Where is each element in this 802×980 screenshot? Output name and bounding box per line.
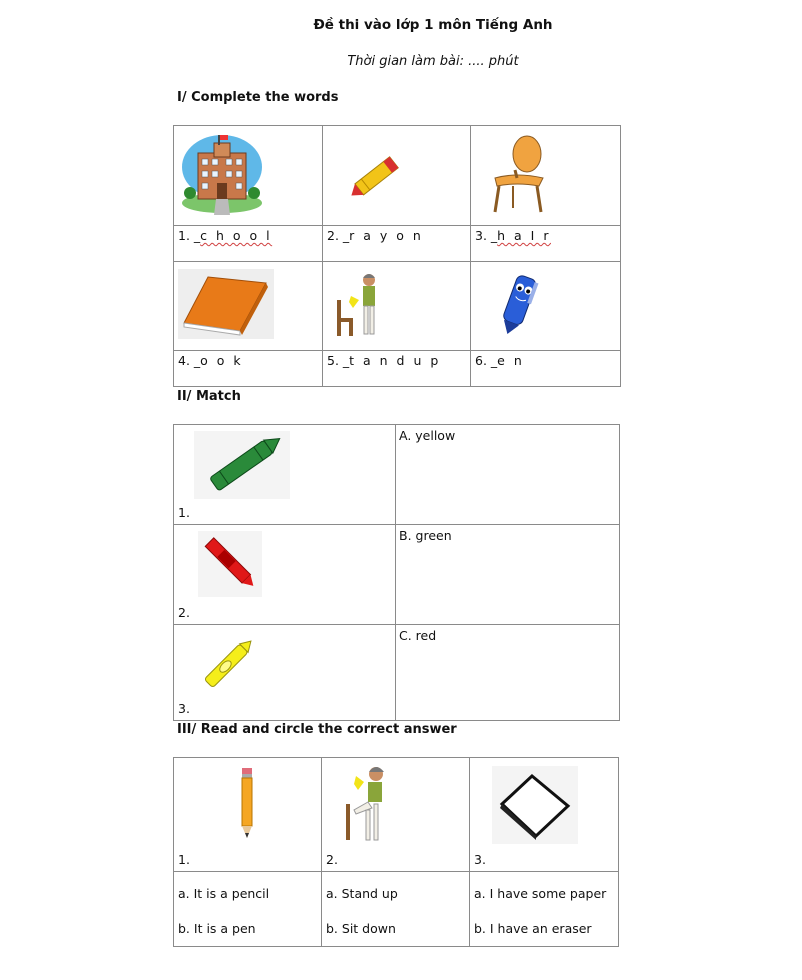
read-circle-table bbox=[173, 757, 619, 947]
pencil-icon bbox=[240, 768, 254, 838]
question-image-cell bbox=[322, 758, 470, 872]
image-cell bbox=[323, 126, 471, 226]
word-hint: o o k bbox=[200, 353, 244, 368]
item-number: 2. _ bbox=[327, 228, 350, 243]
section2-heading: II/ Match bbox=[177, 389, 241, 404]
image-cell bbox=[174, 126, 323, 226]
word-hint: h a I r bbox=[497, 228, 551, 243]
school-building-icon bbox=[178, 131, 266, 217]
item-number: 3. _ bbox=[475, 228, 498, 243]
stand-up-icon bbox=[335, 272, 391, 338]
match-number: 2. bbox=[178, 605, 190, 620]
yellow-crayon-icon bbox=[198, 631, 260, 695]
match-option-cell bbox=[396, 625, 620, 721]
image-cell bbox=[471, 262, 621, 351]
answer-cell bbox=[470, 872, 619, 947]
word-cell-6 bbox=[471, 351, 621, 387]
red-crayon-icon bbox=[198, 531, 262, 597]
match-number: 3. bbox=[178, 701, 190, 716]
answer-option-b[interactable]: b. Sit down bbox=[326, 921, 396, 936]
match-image-cell bbox=[174, 525, 396, 625]
time-limit: Thời gian làm bài: .... phút bbox=[347, 54, 519, 69]
answer-cell bbox=[322, 872, 470, 947]
word-cell-1 bbox=[174, 226, 323, 262]
match-image-cell bbox=[174, 425, 396, 525]
section1-heading: I/ Complete the words bbox=[177, 90, 339, 105]
pen-icon bbox=[497, 268, 541, 336]
answer-option-a[interactable]: a. It is a pencil bbox=[178, 886, 270, 901]
crayon-icon bbox=[345, 146, 411, 206]
image-cell bbox=[471, 126, 621, 226]
answer-option-a[interactable]: a. I have some paper bbox=[474, 886, 607, 901]
word-hint: e n bbox=[497, 353, 525, 368]
word-hint: r a y o n bbox=[349, 228, 424, 243]
section3-heading: III/ Read and circle the correct answer bbox=[177, 722, 457, 737]
match-option: C. red bbox=[399, 628, 437, 643]
answer-option-b[interactable]: b. I have an eraser bbox=[474, 921, 592, 936]
word-hint: c h o o l bbox=[200, 228, 273, 243]
word-hint: t a n d u p bbox=[349, 353, 441, 368]
document-title: Đề thi vào lớp 1 môn Tiếng Anh bbox=[313, 17, 553, 33]
answer-option-b[interactable]: b. It is a pen bbox=[178, 921, 256, 936]
green-crayon-icon bbox=[194, 431, 290, 499]
item-number: 1. _ bbox=[178, 228, 201, 243]
match-image-cell bbox=[174, 625, 396, 721]
item-number: 6. _ bbox=[475, 353, 498, 368]
word-cell-5 bbox=[323, 351, 471, 387]
question-number: 1. bbox=[178, 852, 190, 867]
word-cell-4 bbox=[174, 351, 323, 387]
word-cell-2 bbox=[323, 226, 471, 262]
match-option: B. green bbox=[399, 528, 452, 543]
question-image-cell bbox=[174, 758, 322, 872]
question-number: 2. bbox=[326, 852, 338, 867]
answer-option-a[interactable]: a. Stand up bbox=[326, 886, 398, 901]
sit-down-icon bbox=[342, 764, 392, 842]
question-number: 3. bbox=[474, 852, 486, 867]
question-image-cell bbox=[470, 758, 619, 872]
image-cell bbox=[174, 262, 323, 351]
match-option: A. yellow bbox=[399, 428, 456, 443]
paper-icon bbox=[492, 766, 578, 844]
match-option-cell bbox=[396, 425, 620, 525]
match-option-cell bbox=[396, 525, 620, 625]
item-number: 5. _ bbox=[327, 353, 350, 368]
image-cell bbox=[323, 262, 471, 351]
item-number: 4. _ bbox=[178, 353, 201, 368]
chair-icon bbox=[487, 134, 551, 214]
answer-cell bbox=[174, 872, 322, 947]
book-icon bbox=[178, 269, 274, 339]
match-table bbox=[173, 424, 620, 721]
complete-words-table bbox=[173, 125, 621, 387]
match-number: 1. bbox=[178, 505, 190, 520]
word-cell-3 bbox=[471, 226, 621, 262]
